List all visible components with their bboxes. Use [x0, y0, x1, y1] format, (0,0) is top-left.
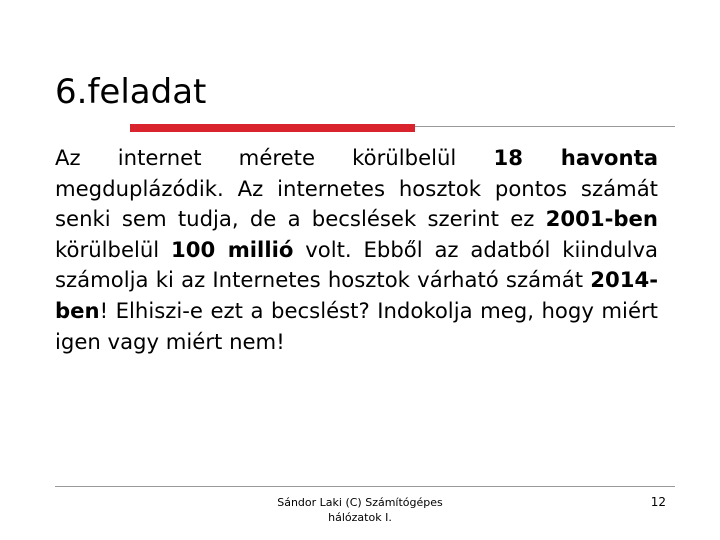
task-text-highlight: 2014-ben [55, 267, 658, 323]
task-text-highlight: 100 millió [171, 236, 294, 262]
task-text-segment: megduplázódik. Az internetes hosztok pontos számát senki sem tudja, de a becslések szerint ez [55, 175, 658, 232]
title-accent-bar [130, 124, 415, 132]
task-text [55, 143, 658, 357]
footer-divider-line [55, 486, 675, 487]
footer-author: Sándor Laki (C) Számítógépes hálózatok I. [277, 496, 443, 524]
task-text-segment: volt. Ebből az adatból kiindulva számolja ki az Internetes hosztok várható számát [55, 236, 658, 293]
slide-title: 6.feladat [55, 72, 207, 112]
task-text-highlight: 2001-ben [545, 206, 658, 232]
task-text-segment: Az internet mérete körülbelül [55, 145, 494, 170]
task-text-highlight: 18 havonta [493, 145, 658, 170]
task-text-segment: körülbelül [55, 236, 172, 262]
title-divider-line [415, 126, 675, 127]
page-number: 12 [650, 495, 666, 509]
task-text-segment: ! Elhiszi-e ezt a becslést? Indokolja meg, hogy miért igen vagy miért nem! [55, 297, 658, 354]
